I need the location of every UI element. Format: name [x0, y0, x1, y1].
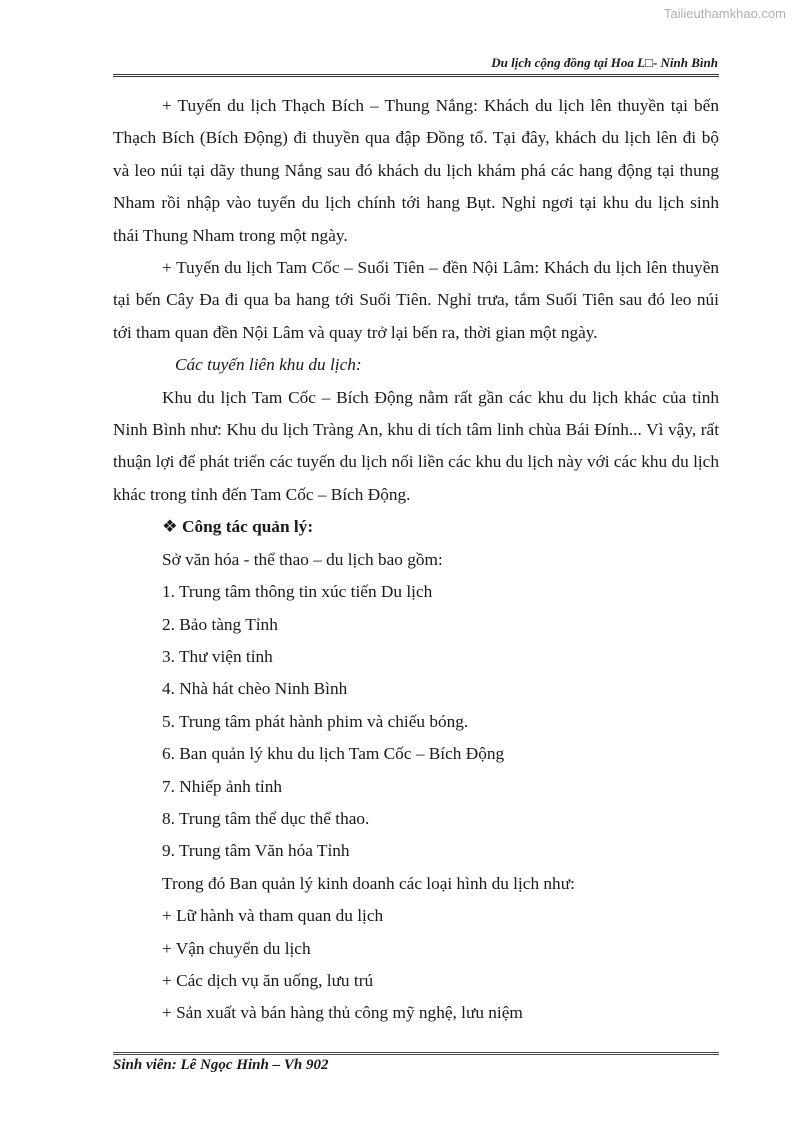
list-item: 8. Trung tâm thể dục thể thao.	[162, 808, 370, 828]
list-item: 7. Nhiếp ảnh tỉnh	[162, 776, 282, 796]
document-body	[113, 90, 719, 1030]
list-item: 2. Bảo tàng Tỉnh	[162, 614, 278, 634]
paragraph-inter-zone: Khu du lịch Tam Cốc – Bích Động nằm rất gần các khu du lịch khác của tỉnh Ninh Bình như: Khu du lịch Tràng An, khu di tích tâm linh chùa Bái Đính... Vì vậy, rất thuận lợi để phát triển các tuyến du lịch nối liền các khu du lịch này với các khu du lịch khác trong tỉnh đến Tam Cốc – Bích Động.	[113, 387, 719, 504]
list-item: 9. Trung tâm Văn hóa Tỉnh	[162, 841, 350, 861]
section-heading-management	[113, 511, 719, 543]
list-item: 6. Ban quản lý khu du lịch Tam Cốc – Bích Động	[162, 744, 505, 764]
footer-student-name: Sinh viên: Lê Ngọc Hinh – Vh 902	[113, 1057, 329, 1073]
watermark: Tailieuthamkhao.com	[663, 6, 786, 21]
business-item: + Lữ hành và tham quan du lịch	[162, 906, 384, 926]
list-item: 5. Trung tâm phát hành phim và chiếu bóng.	[162, 711, 469, 731]
subheading-inter-zone-routes: Các tuyến liên khu du lịch:	[175, 355, 362, 375]
list-item: 1. Trung tâm thông tin xúc tiến Du lịch	[162, 582, 433, 602]
business-item: + Vận chuyển du lịch	[162, 938, 311, 958]
section-heading-text: Công tác quản lý:	[182, 517, 314, 537]
department-intro: Sở văn hóa - thể thao – du lịch bao gồm:	[162, 549, 443, 569]
business-item: + Các dịch vụ ăn uống, lưu trú	[162, 970, 374, 990]
diamond-bullet-icon: ❖	[162, 517, 178, 537]
paragraph-route-thach-bich: + Tuyến du lịch Thạch Bích – Thung Nắng: Khách du lịch lên thuyền tại bến Thạch Bích (Bích Động) đi thuyền qua đập Đồng tổ. Tại đây, khách du lịch lên đi bộ và leo núi tại dãy thung Nắng sau đó khách du lịch khám phá các hang động tại thung Nham rồi nhập vào tuyến du lịch chính tới hang Bụt. Nghỉ ngơi tại khu du lịch sinh thái Thung Nham trong một ngày.	[113, 96, 719, 245]
list-item: 3. Thư viện tỉnh	[162, 646, 273, 666]
paragraph-route-tam-coc: + Tuyến du lịch Tam Cốc – Suối Tiên – đền Nội Lâm: Khách du lịch lên thuyền tại bến Cây Đa đi qua ba hang tới Suối Tiên. Nghỉ trưa, tắm Suối Tiên sau đó leo núi tới tham quan đền Nội Lâm và quay trở lại bến ra, thời gian một ngày.	[113, 258, 719, 342]
running-header-title: Du lịch cộng đồng tại Hoa L□- Ninh Bình	[491, 55, 718, 70]
list-item: 4. Nhà hát chèo Ninh Bình	[162, 679, 348, 699]
header-rule	[113, 74, 719, 77]
footer-rule	[113, 1052, 719, 1055]
business-item: + Sản xuất và bán hàng thủ công mỹ nghệ, lưu niệm	[162, 1003, 523, 1023]
business-intro: Trong đó Ban quản lý kinh doanh các loại hình du lịch như:	[162, 873, 575, 893]
